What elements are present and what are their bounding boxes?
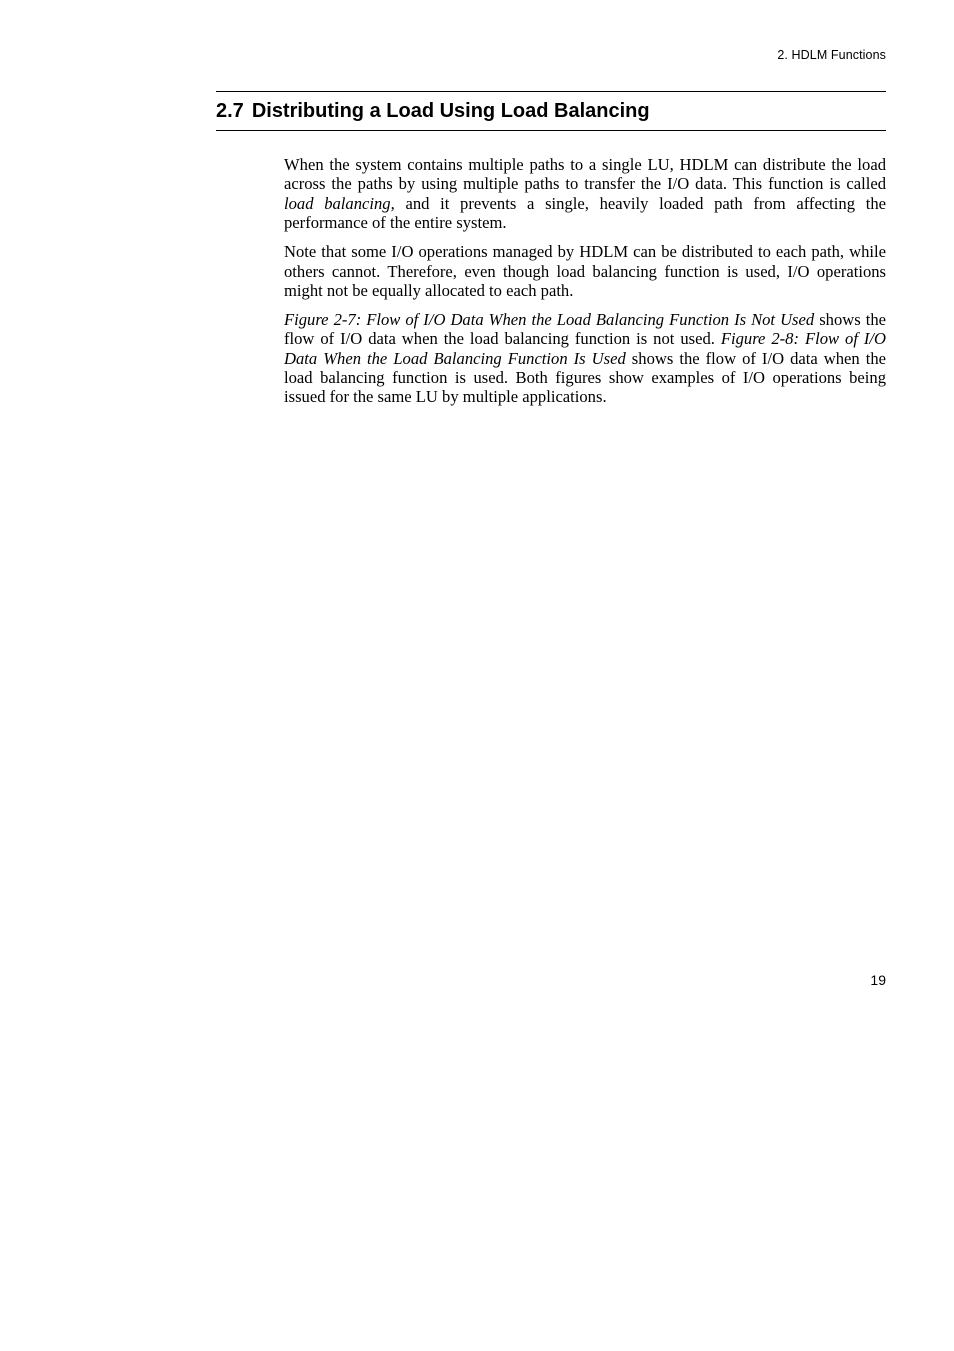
section-heading <box>216 91 886 131</box>
paragraph-figure-references <box>284 310 886 407</box>
paragraph-text: shows the flow of I/O data when the load balancing function is not used. <box>284 309 886 349</box>
section-number: 2.7 <box>216 100 244 122</box>
paragraph-text: shows the flow of I/O data when the load balancing function is used. Both figures show examples of I/O operations being issued for the same LU by multiple applications. <box>284 348 886 407</box>
paragraph-text: and it prevents a single, heavily loaded path from affecting the performance of the entire system. <box>284 193 886 233</box>
figure-reference-2-7[interactable]: Figure 2-7: Flow of I/O Data When the Load Balancing Function Is Not Used <box>284 309 815 329</box>
paragraph-text: Note that some I/O operations managed by HDLM can be distributed to each path, while others cannot. Therefore, even though load balancing function is used, I/O operations might not be equally allocated to each path. <box>284 242 886 300</box>
paragraph-distribution-note <box>284 242 886 300</box>
section-title: Distributing a Load Using Load Balancing <box>251 100 650 122</box>
term-load-balancing: load balancing, <box>284 193 395 213</box>
page-number: 19 <box>870 972 886 988</box>
paragraph-load-balancing-intro <box>284 155 886 233</box>
running-header: 2. HDLM Functions <box>777 48 886 62</box>
paragraph-text: When the system contains multiple paths to a single LU, HDLM can distribute the load across the paths by using multiple paths to transfer the I/O data. This function is called <box>284 155 886 194</box>
figure-reference-2-8[interactable]: Figure 2-8: Flow of I/O Data When the Load Balancing Function Is Used <box>284 329 886 368</box>
body-text <box>284 155 886 416</box>
